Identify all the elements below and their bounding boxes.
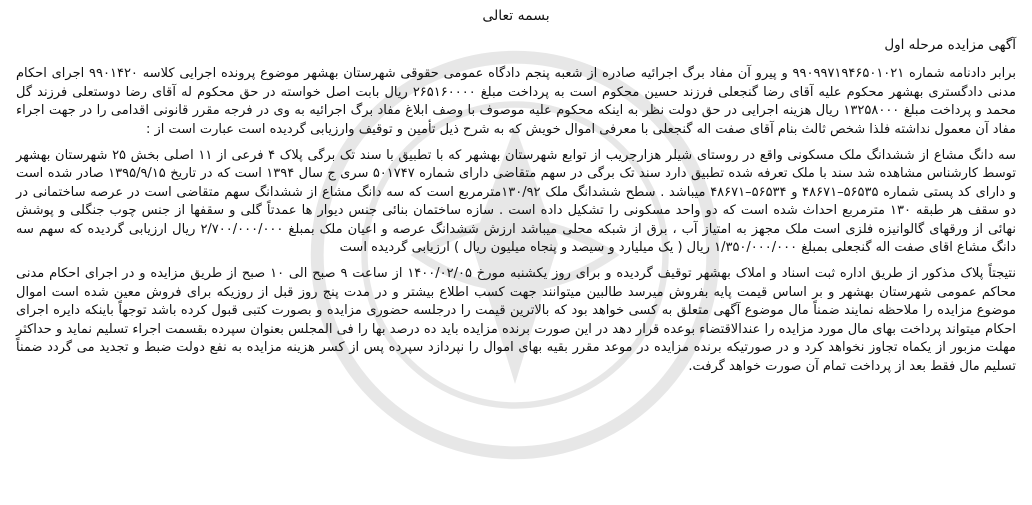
bismillah-header: بسمه تعالی <box>482 8 550 24</box>
notice-body <box>16 36 1016 384</box>
notice-paragraph: نتیجتاً پلاک مذکور از طریق اداره ثبت اسناد و املاک بهشهر توقیف گردیده و برای روز یکشنبه مورخ ۱۴۰۰/۰۲/۰۵ از ساعت ۹ صبح الی ۱۰ صبح از طریق مزایده و در اجرای احکام مدنی محاکم عمومی شهرستان بهشهر و بر اساس قیمت پایه بفروش میرسد طالبین میتوانند جهت کسب اطلاع بیشتر و در مدت پنج روز قبل از روزیکه برای فروش معین شده است اموال موضوع مزایده را ملاحظه نمایند ضمناً مال موضوع آگهی متعلق به کسی خواهد بود که بالاترین قیمت را درجلسه حضوری مزایده و بصورت کتبی قبول کرده باشد توجهاً باینکه دایره اجرای احکام میتواند پرداخت بهای مال مورد مزایده را عندالاقتضاء بوعده قرار دهد در این صورت برنده مزایده باید ده درصد بها را فی المجلس بعنوان سپرده بقسمت اجراء تسلیم نماید و حداکثر مهلت مزبور از یکماه تجاوز نخواهد کرد و در صورتیکه برنده مزایده در موعد مقرر بقیه بهای اموال را نپردازد سپرده پس از کسر هزینه مزایده به نفع دولت ضبط و تجدید می گردد ضمناً تسلیم مال فقط بعد از پرداخت تمام آن صورت خواهد گرفت. <box>16 266 1016 374</box>
notice-paragraph: سه دانگ مشاع از ششدانگ ملک مسکونی واقع در روستای شیلر هزارجریب از توابع شهرستان بهشهر که با تطبیق با سند تک برگی پلاک ۴ فرعی از ۱۱ اصلی بخش ۲۵ شهرستان بهشهر توسط کارشناس مشاهده شد سند با ملک تعرفه شده تطبیق دارد سند تک برگی در سهم متقاضی دارای شماره ۵۰۱۷۴۷ سری ج سال ۱۳۹۴ است که در تاریخ ۱۳۹۵/۹/۱۵ صادر شده است و دارای کد پستی شماره ۵۶۵۳۵–۴۸۶۷۱ و ۵۶۵۳۴–۴۸۶۷۱ میباشد . سطح ششدانگ ملک ۱۳۰/۹۲مترمربع است که سه دانگ مشاع از ششدانگ سهم متقاضی است در عرصه ساختمانی در دو سقف هر طبقه ۱۳۰ مترمربع احداث شده است که دو واحد مسکونی را تشکیل داده است . سازه ساختمان بنائی جنس دیوار ها عمدتاً گلی و سقفها از جنس چوب جنگلی و پوشش نهائی از ورقهای گالوانیزه فلزی است ملک مجهز به امتیاز آب ، برق از شبکه محلی میباشد ارزش ششدانگ عرصه و اعیان ملک بمبلغ ۲/۷۰۰/۰۰۰/۰۰۰ ریال ارزیابی گردیده که سهم سه دانگ مشاع اقای صفت اله گنجعلی بمبلغ ۱/۳۵۰/۰۰۰/۰۰۰ ریال ( یک میلیارد و سیصد و پنجاه میلیون ریال ) ارزیابی گردیده است <box>16 148 1017 256</box>
notice-title: آگهی مزایده مرحله اول <box>884 37 1016 53</box>
notice-paragraph: برابر دادنامه شماره ۹۹۰۹۹۷۱۹۴۶۵۰۱۰۲۱ و پیرو آن مفاد برگ اجرائیه صادره از شعبه پنجم دادگاه عمومی حقوقی شهرستان بهشهر موضوع پرونده اجرایی کلاسه ۹۹۰۱۴۲۰ اجرای احکام مدنی دادگستری بهشهر محکوم علیه آقای رضا گنجعلی فرزند حسین محکوم است به پرداخت مبلغ ۲۶۵۱۶۰۰۰۰ ریال بابت اصل خواسته در حق محکوم له آقای رضا دوستعلی فرزند گل محمد و پرداخت مبلغ ۱۳۲۵۸۰۰۰ ریال هزینه اجرایی در حق دولت نظر به اینکه محکوم علیه موصوف با وصف ابلاغ مفاد برگ اجرائیه به وی در فرجه مقرر قانونی اقدامی را در جهت اجراء مفاد آن معمول نداشته فلذا شخص ثالث بنام آقای صفت اله گنجعلی با معرفی اموال خویش که به شرح ذیل تأمین و توقیف وارزیابی گردیده است عبارت است از : <box>16 66 1016 137</box>
